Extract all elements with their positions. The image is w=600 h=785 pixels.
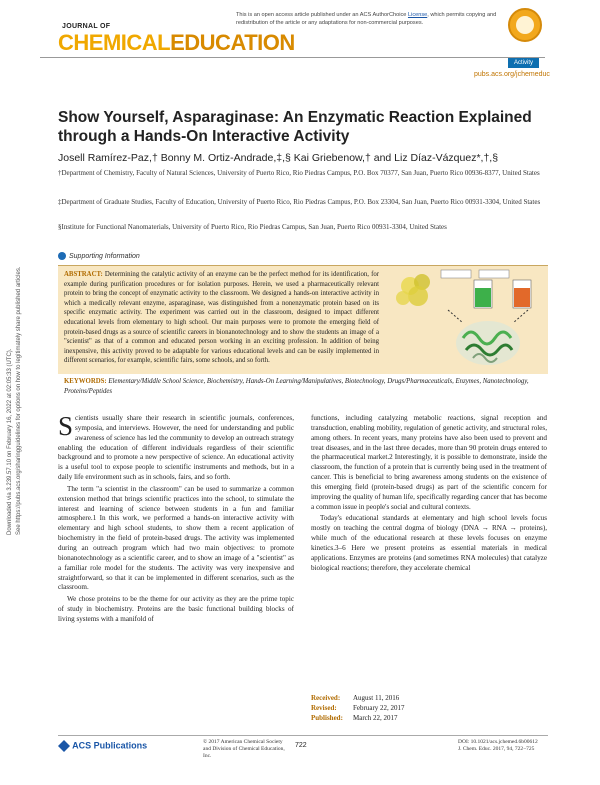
article-title: Show Yourself, Asparaginase: An Enzymatic Reaction Explained through a Hands-On Interactive Activity <box>58 109 532 145</box>
abstract-text: Determining the catalytic activity of an enzyme can be the perfect method for its identification, for example during purification procedures or for isolation purposes. Herein, we used a pharmaceutically relevant protein to bring the concept of enzymatic activity to the classroom. We designed a hands-on interactive activity in which a medically relevant enzyme, asparaginase, was distinguished from a nonenzymatic protein based on its specific enzymatic activity. The experiment was carried out in the classroom, designed to impact different educational levels from elementary to high school. Our main purposes were to promote the emerging field of protein-based drugs as a source of scientific careers in bionanotechnology and to show the students an image of a "scientist" as that of a common and educated person working in an exciting profession. In addition of being inexpensive, this activity proved to be adaptable for various educational levels and can be easily implemented in different scenarios, for example, scientific fairs, some schools, and so forth. <box>64 271 380 365</box>
journal-logo-education: EDUCATION <box>170 30 295 55</box>
publisher-logo <box>58 740 147 752</box>
doi[interactable]: DOI: 10.1021/acs.jchemed.6b00612 <box>458 739 538 745</box>
open-access-text-end: , which permits copying and redistribution of the article or any adaptations for non-commercial purposes. <box>236 12 497 26</box>
paragraph-5: Today's educational standards at elementary and high school levels focus mostly on teaching the central dogma of biology (DNA → RNA → proteins), while much of the educational research at these levels focuses on enzyme kinetics.3–6 Here we present proteins as essential materials in medical applications. Enzymes are proteins (and sometimes RNA molecules) that catalyze biological reactions; therefore, they accelerate chemical <box>311 514 547 572</box>
journal-logo-line1: JOURNAL OF <box>62 23 111 30</box>
abstract-label: ABSTRACT: <box>64 271 103 278</box>
author-list: Josell Ramírez-Paz,† Bonny M. Ortiz-Andrade,‡,§ Kai Griebenow,† and Liz Díaz-Vázquez*,†,§ <box>58 152 499 164</box>
date-revised: Revised: February 22, 2017 <box>311 704 405 712</box>
protein-structure-icon <box>456 321 520 365</box>
journal-url[interactable]: pubs.acs.org/jchemeduc <box>474 71 550 78</box>
toc-graphic <box>388 268 543 371</box>
journal-logo <box>58 30 295 56</box>
page-number: 722 <box>295 742 307 749</box>
keywords <box>64 377 544 396</box>
body-column-right <box>311 414 547 576</box>
abstract <box>64 270 379 366</box>
affiliation-2: ‡Department of Graduate Studies, Faculty of Education, University of Puerto Rico, Rio Piedras Campus, P.O. Box 23304, San Juan, Puerto Rico 00931-3304, United States <box>58 198 541 206</box>
paragraph-4: functions, including catalyzing metabolic reactions, signal reception and transduction, enabling mobility, regulation of genetic activity, and structural roles, among others. In recent years, many proteins have also been used to prevent and treat diseases, and in the last three decades, more than 90 protein drugs entered to the pharmaceutical market.2 Interestingly, it is possible to demonstrate, inside the classroom, the function of a protein that is currently being used in the treatment of cancer. This is beneficial to bring awareness among students on the existence of this emerging field (protein-based drugs) as part of the scientific concern for improving the quality of human life, specifically regarding cancer that has become a common issue in people's social and cultural contexts. <box>311 414 547 511</box>
paragraph-3: We chose proteins to be the theme for our activity as they are the prime topic of study in biochemistry. Proteins are the basic functional building blocks of living systems with a manifold of <box>58 595 294 623</box>
keywords-label: KEYWORDS: <box>64 378 107 385</box>
keywords-text: Elementary/Middle School Science, Biochemistry, Hands-On Learning/Manipulatives, Biotechnology, Drugs/Pharmaceuticals, Enzymes, Nanotechnology, Proteins/Peptides <box>64 378 529 395</box>
open-access-note <box>236 11 506 27</box>
acs-logo-icon <box>58 740 70 752</box>
section-label: Activity <box>508 58 539 68</box>
publication-dates <box>311 693 405 723</box>
download-sidebar <box>5 235 27 545</box>
publisher-name: ACS Publications <box>72 740 148 751</box>
authorchoice-badge-icon <box>508 8 542 42</box>
sidebar-download-note: Downloaded via 3.239.57.10 on February 16, 2022 at 02:05:33 (UTC). <box>7 348 13 535</box>
date-received: Received: August 11, 2016 <box>311 694 400 702</box>
header-rule <box>40 57 545 68</box>
test-tube-orange-icon <box>513 280 531 308</box>
body-column-left <box>58 411 294 627</box>
doi-block <box>458 739 538 753</box>
affiliation-3: §Institute for Functional Nanomaterials, University of Puerto Rico, Rio Piedras Campus, San Juan, Puerto Rico 00931-3304, United States <box>58 223 447 231</box>
sidebar-sharing-note[interactable]: See https://pubs.acs.org/sharingguidelines for options on how to legitimately share published articles. <box>16 266 22 535</box>
affiliation-1: †Department of Chemistry, Faculty of Natural Sciences, University of Puerto Rico, Rio Piedras Campus, P.O. Box 70377, San Juan, Puerto Rico 00936-8377, United States <box>58 169 540 177</box>
copyright: © 2017 American Chemical Society and Division of Chemical Education, Inc. <box>203 739 285 759</box>
paragraph-1: cientists usually share their research in scientific journals, conferences, symposia, and interviews. However, the need for understanding and public awareness of science has led the community to develop an outreach strategy enabling the education of different individuals regardless of their scientific background and to promote a new perspective of science. An educational activity is a useful tool to expose people to scientific instruments and methods, but in a daily life environment such as in schools, fairs, and so forth. <box>58 414 294 482</box>
license-link[interactable]: License <box>407 12 428 18</box>
journal-logo-chemical: CHEMICAL <box>58 30 171 55</box>
date-published: Published: March 22, 2017 <box>311 714 398 722</box>
supporting-info-link[interactable] <box>58 252 140 260</box>
drop-cap: S <box>58 411 74 441</box>
paragraph-2: The term "a scientist in the classroom" can be used to summarize a common extension method that brings scientific practices into the school, to stimulate the interest and learning of science between students in a fun and familiar atmosphere.1 In this work, we performed a hands-on interactive activity with elementary and high school students, to show them a recent application of biochemistry in the field of protein-based drugs. The activity was implemented during an outreach program which had two main objectives: to promote bionanotechnology as a scientific career, and to show an image of a "scientist" as a familiar role model for the students. The activity was very inexpensive and straightforward, so that it can be implemented in different scenarios, such as the classroom. <box>58 484 294 592</box>
open-access-text: This is an open access article published under an ACS AuthorChoice <box>236 12 407 18</box>
supporting-info-icon <box>58 252 66 260</box>
citation: J. Chem. Educ. 2017, 94, 722−725 <box>458 746 535 753</box>
footer-rule <box>58 735 548 736</box>
supporting-info-label: Supporting Information <box>69 252 140 260</box>
test-tube-green-icon <box>474 280 492 308</box>
